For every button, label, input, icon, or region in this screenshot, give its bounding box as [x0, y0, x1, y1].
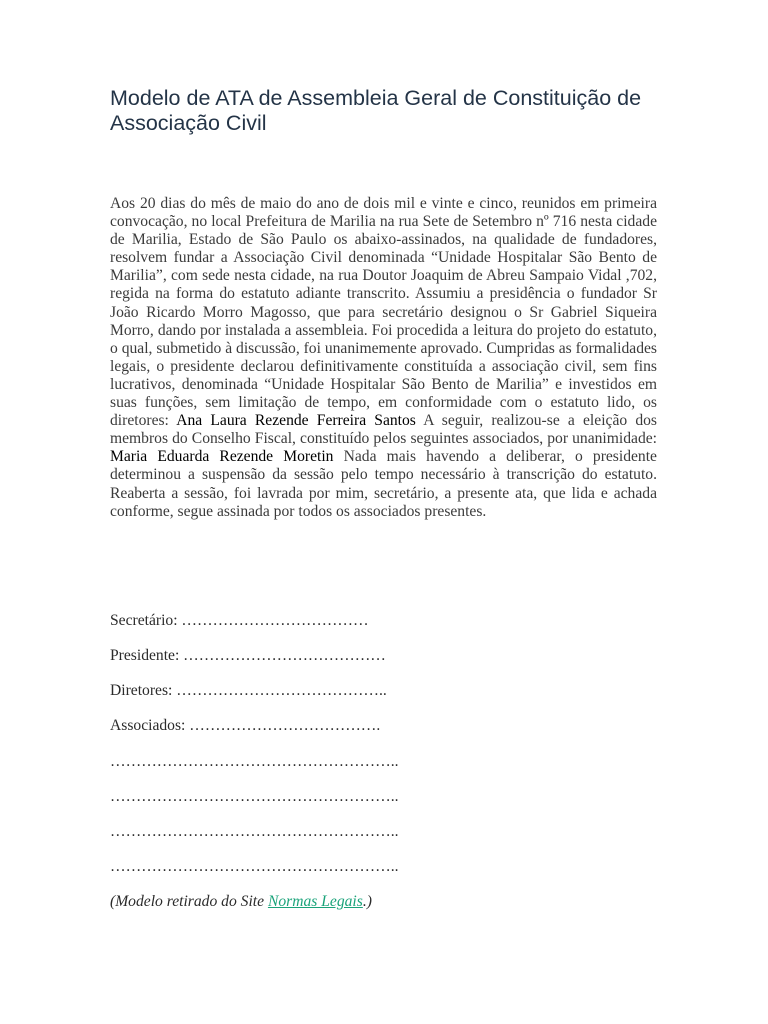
signature-diretores: Diretores: …………………………………..: [110, 682, 387, 699]
document-title: Modelo de ATA de Assembleia Geral de Constituição de Associação Civil: [110, 86, 642, 135]
signature-blank-line: ………………………………………………..: [110, 788, 399, 805]
paragraph-part-3: Nada mais havendo a deliberar, o presidente determinou a suspensão da sessão pelo tempo necessário à transcrição do estatuto. Reaberta a sessão, foi lavrada por mim, secretário, a presente ata, que lida e achada conforme, segue assinada por todos os associados presentes.: [110, 448, 657, 520]
ata-paragraph: [110, 195, 657, 521]
paragraph-part-1: Aos 20 dias do mês de maio do ano de dois mil e vinte e cinco, reunidos em primeira convocação, no local Prefeitura de Marilia na rua Sete de Setembro nº 716 nesta cidade de Marilia, Estado de São Paulo os abaixo-assinados, na qualidade de fundadores, resolvem fundar a Associação Civil denominada “Unidade Hospitalar São Bento de Marilia”, com sede nesta cidade, na rua Doutor Joaquim de Abreu Sampaio Vidal ,702, regida na forma do estatuto adiante transcrito. Assumiu a presidência o fundador Sr João Ricardo Morro Magosso, que para secretário designou o Sr Gabriel Siqueira Morro, dando por instalada a assembleia. Foi procedida a leitura do projeto do estatuto, o qual, submetido à discussão, foi unanimemente aprovado. Cumpridas as formalidades legais, o presidente declarou definitivamente constituída a associação civil, sem fins lucrativos, denominada “Unidade Hospitalar São Bento de Marilia” e investidos em suas funções, sem limitação de tempo, em conformidade com o estatuto lido, os diretores:: [110, 195, 657, 430]
paragraph-part-2: A seguir, realizou-se a eleição dos membros do Conselho Fiscal, constituído pelos seguintes associados, por unanimidade:: [110, 412, 658, 448]
source-prefix: (Modelo retirado do Site: [110, 893, 268, 910]
signature-blank-line: ………………………………………………..: [110, 753, 399, 770]
fiscal-council-names: Maria Eduarda Rezende Moretin: [110, 448, 334, 466]
signature-blank-line: ………………………………………………..: [110, 823, 399, 840]
signature-secretario: Secretário: ………………………………: [110, 612, 369, 629]
signature-associados: Associados: ……………………………….: [110, 717, 381, 734]
source-note: [110, 893, 372, 911]
source-suffix: .): [362, 893, 372, 910]
signature-blank-line: ………………………………………………..: [110, 858, 399, 875]
normas-legais-link[interactable]: Normas Legais: [267, 893, 363, 910]
directors-names: Ana Laura Rezende Ferreira Santos: [176, 412, 416, 430]
signature-presidente: Presidente: …………………………………: [110, 647, 386, 664]
